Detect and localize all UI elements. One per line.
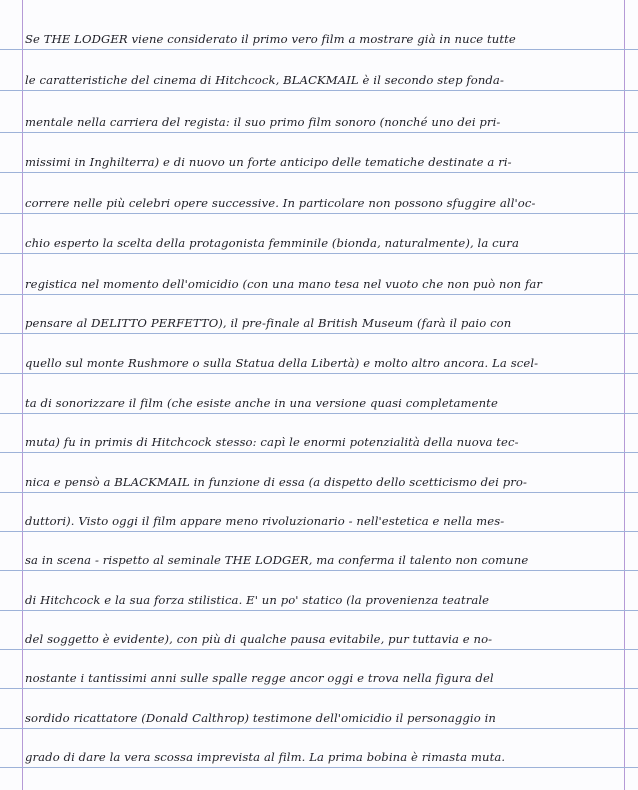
ruled-line: [0, 132, 638, 133]
text-line-10: ta di sonorizzare il film (che esiste anche in una versione quasi completamente: [25, 396, 498, 410]
text-line-19: grado di dare la vera scossa imprevista al film. La prima bobina è rimasta muta.: [25, 750, 506, 764]
right-margin-line: [624, 0, 625, 790]
text-line-9: quello sul monte Rushmore o sulla Statua della Libertà) e molto altro ancora. La scel-: [25, 356, 539, 370]
ruled-line: [0, 413, 638, 414]
text-line-4: missimi in Inghilterra) e di nuovo un forte anticipo delle tematiche destinate a ri-: [25, 155, 512, 169]
ruled-line: [0, 728, 638, 729]
text-line-11: muta) fu in primis di Hitchcock stesso: capì le enormi potenzialità della nuova tec-: [25, 435, 519, 449]
text-line-17: nostante i tantissimi anni sulle spalle regge ancor oggi e trova nella figura del: [25, 671, 494, 685]
text-line-5: correre nelle più celebri opere successive. In particolare non possono sfuggire all'oc-: [25, 196, 536, 210]
ruled-line: [0, 649, 638, 650]
ruled-line: [0, 452, 638, 453]
text-line-16: del soggetto è evidente), con più di qualche pausa evitabile, pur tuttavia e no-: [25, 632, 493, 646]
ruled-line: [0, 90, 638, 91]
text-line-13: duttori). Visto oggi il film appare meno rivoluzionario - nell'estetica e nella mes-: [25, 514, 505, 528]
text-line-12: nica e pensò a BLACKMAIL in funzione di essa (a dispetto dello scetticismo dei pro-: [25, 475, 527, 489]
ruled-line: [0, 531, 638, 532]
ruled-line: [0, 49, 638, 50]
ruled-line: [0, 373, 638, 374]
ruled-line: [0, 213, 638, 214]
ruled-line: [0, 688, 638, 689]
left-margin-line: [22, 0, 23, 790]
text-line-18: sordido ricattatore (Donald Calthrop) testimone dell'omicidio il personaggio in: [25, 711, 496, 725]
ruled-line: [0, 294, 638, 295]
text-line-2: le caratteristiche del cinema di Hitchcock, BLACKMAIL è il secondo step fonda-: [25, 73, 504, 87]
text-line-8: pensare al DELITTO PERFETTO), il pre-finale al British Museum (farà il paio con: [25, 316, 512, 330]
text-line-14: sa in scena - rispetto al seminale THE LODGER, ma conferma il talento non comune: [25, 553, 529, 567]
ruled-line: [0, 492, 638, 493]
text-line-6: chio esperto la scelta della protagonista femminile (bionda, naturalmente), la cura: [25, 236, 519, 250]
text-line-7: registica nel momento dell'omicidio (con una mano tesa nel vuoto che non può non far: [25, 277, 543, 291]
text-line-1: Se THE LODGER viene considerato il primo vero film a mostrare già in nuce tutte: [25, 32, 516, 46]
text-line-15: di Hitchcock e la sua forza stilistica. E' un po' statico (la provenienza teatrale: [25, 593, 490, 607]
ruled-line: [0, 172, 638, 173]
ruled-line: [0, 253, 638, 254]
text-line-3: mentale nella carriera del regista: il suo primo film sonoro (nonché uno dei pri-: [25, 115, 501, 129]
ruled-line: [0, 610, 638, 611]
ruled-line: [0, 333, 638, 334]
ruled-line: [0, 767, 638, 768]
ruled-line: [0, 570, 638, 571]
